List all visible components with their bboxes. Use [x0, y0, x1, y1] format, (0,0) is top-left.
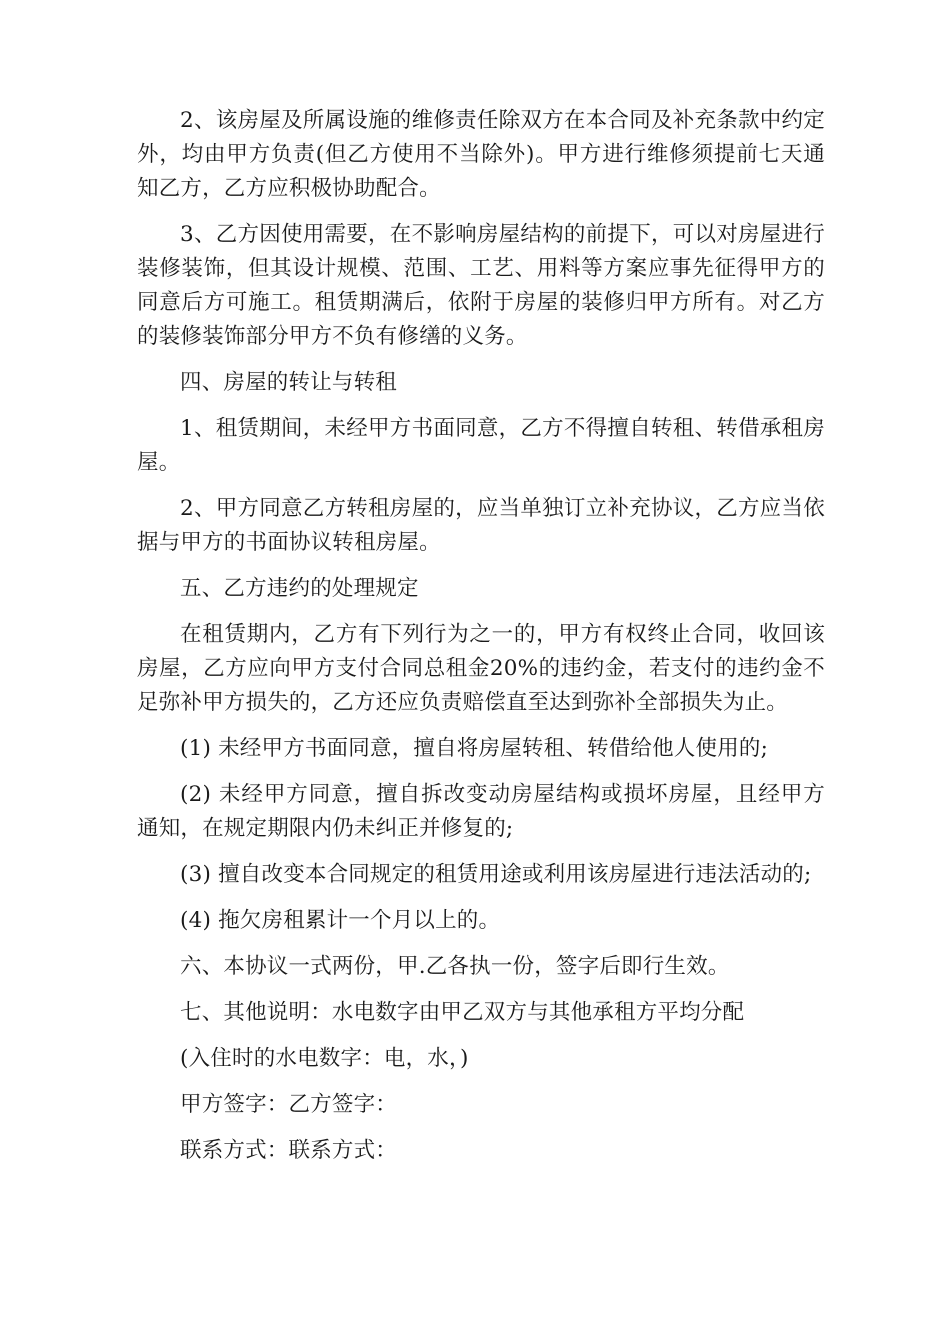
breach-item-3: (3) 擅自改变本合同规定的租赁用途或利用该房屋进行违法活动的; [180, 862, 812, 887]
section-heading-breach-handling: 五、乙方违约的处理规定 [180, 576, 419, 601]
clause-no-sublease-without-consent: 1、租赁期间，未经甲方书面同意，乙方不得擅自转租、转借承租房屋。 [137, 416, 825, 475]
utility-readings-note: (入住时的水电数字：电，水，) [180, 1046, 469, 1071]
section-heading-transfer-sublease: 四、房屋的转让与转租 [180, 370, 398, 395]
breach-item-2: (2) 未经甲方同意，擅自拆改变动房屋结构或损坏房屋，且经甲方通知，在规定期限内仍未纠正并修复的; [137, 782, 825, 841]
breach-item-4: (4) 拖欠房租累计一个月以上的。 [180, 908, 501, 933]
document-page [137, 104, 825, 1180]
clause-renovation: 3、乙方因使用需要，在不影响房屋结构的前提下，可以对房屋进行装修装饰，但其设计规模、范围、工艺、用料等方案应事先征得甲方的同意后方可施工。租赁期满后，依附于房屋的装修归甲方所有。对乙方的装修装饰部分甲方不负有修缮的义务。 [137, 222, 825, 349]
breach-item-1: (1) 未经甲方书面同意，擅自将房屋转租、转借给他人使用的; [180, 736, 769, 761]
contact-line: 联系方式：联系方式： [180, 1138, 398, 1163]
clause-other-notes: 七、其他说明：水电数字由甲乙双方与其他承租方平均分配 [180, 1000, 745, 1025]
clause-sublease-supplementary-agreement: 2、甲方同意乙方转租房屋的，应当单独订立补充协议，乙方应当依据与甲方的书面协议转租房屋。 [137, 496, 825, 555]
clause-breach-penalty: 在租赁期内，乙方有下列行为之一的，甲方有权终止合同，收回该房屋，乙方应向甲方支付合同总租金20%的违约金，若支付的违约金不足弥补甲方损失的，乙方还应负责赔偿直至达到弥补全部损失为止。 [137, 622, 825, 715]
clause-repair-responsibility: 2、该房屋及所属设施的维修责任除双方在本合同及补充条款中约定外，均由甲方负责(但乙方使用不当除外)。甲方进行维修须提前七天通知乙方，乙方应积极协助配合。 [137, 108, 825, 201]
clause-copies-effective: 六、本协议一式两份，甲.乙各执一份，签字后即行生效。 [180, 954, 730, 979]
signature-line: 甲方签字：乙方签字： [180, 1092, 398, 1117]
